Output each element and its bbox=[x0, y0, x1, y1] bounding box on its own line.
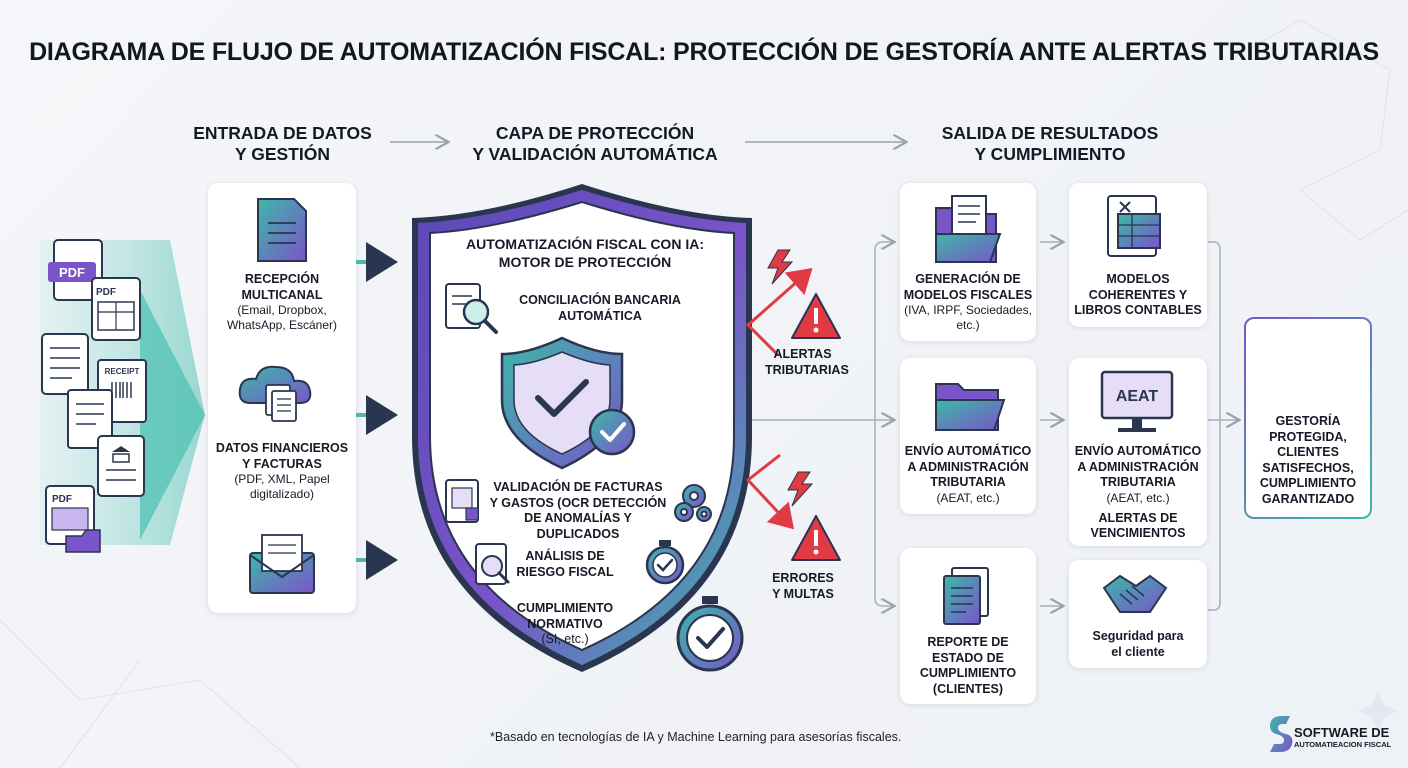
financial-data-block: DATOS FINANCIEROS Y FACTURAS (PDF, XML, Papel digitalizado) bbox=[215, 441, 349, 501]
svg-text:RECEIPT: RECEIPT bbox=[104, 367, 140, 376]
compliance-label: CUMPLIMIENTO NORMATIVO (SI, etc.) bbox=[516, 601, 614, 646]
errors-fines-label: ERRORES Y MULTAS bbox=[772, 571, 834, 601]
reception-block: RECEPCIÓN MULTICANAL (Email, Dropbox, WhatsApp, Escáner) bbox=[226, 272, 338, 332]
client-security-text: Seguridad para el cliente bbox=[1092, 629, 1184, 659]
column-header-output: SALIDA DE RESULTADOS Y CUMPLIMIENTO bbox=[941, 123, 1159, 164]
shield-title: AUTOMATIZACIÓN FISCAL CON IA: MOTOR DE PROTECCIÓN bbox=[466, 236, 704, 270]
column-header-input: ENTRADA DE DATOS Y GESTIÓN bbox=[193, 123, 372, 164]
bank-reconciliation-label: CONCILIACIÓN BANCARIA AUTOMÁTICA bbox=[519, 293, 681, 323]
spreadsheet-icon bbox=[1108, 196, 1160, 256]
brand-logo-icon bbox=[1270, 716, 1292, 752]
svg-text:PDF: PDF bbox=[96, 287, 116, 298]
send-aeat-text: ENVÍO AUTOMÁTICO A ADMINISTRACIÓN TRIBUTARIA (AEAT, etc.) bbox=[904, 444, 1032, 505]
report-document-icon bbox=[944, 568, 988, 624]
svg-text:PDF: PDF bbox=[59, 265, 85, 280]
open-folder-icon bbox=[936, 384, 1004, 430]
footnote: *Basado en tecnologías de IA y Machine Learning para asesorías fiscales. bbox=[490, 730, 902, 744]
status-report-text: REPORTE DE ESTADO DE CUMPLIMIENTO (CLIENTES) bbox=[919, 635, 1017, 696]
invoice-validation-label: VALIDACIÓN DE FACTURAS Y GASTOS (OCR DETECCIÓN DE ANOMALÍAS Y DUPLICADOS bbox=[489, 480, 667, 541]
generate-models-text: GENERACIÓN DE MODELOS FISCALES (IVA, IRPF, Sociedades, etc.) bbox=[903, 272, 1033, 332]
svg-text:AEAT: AEAT bbox=[1115, 388, 1159, 405]
final-result-text: GESTORÍA PROTEGIDA, CLIENTES SATISFECHOS, CUMPLIMIENTO GARANTIZADO bbox=[1259, 414, 1357, 506]
column-header-protection: CAPA DE PROTECCIÓN Y VALIDACIÓN AUTOMÁTICA bbox=[472, 123, 718, 164]
coherent-models-text: MODELOS COHERENTES Y LIBROS CONTABLES bbox=[1074, 272, 1202, 317]
svg-text:PDF: PDF bbox=[52, 494, 72, 505]
aeat-monitor-icon bbox=[1102, 372, 1172, 432]
page-title: DIAGRAMA DE FLUJO DE AUTOMATIZACIÓN FISCAL: PROTECCIÓN DE GESTORÍA ANTE ALERTAS TRIBUTARIAS bbox=[29, 38, 1379, 66]
folder-document-icon bbox=[936, 196, 1000, 262]
risk-analysis-label: ANÁLISIS DE RIESGO FISCAL bbox=[516, 549, 614, 579]
tax-alerts-label: ALERTAS TRIBUTARIAS bbox=[765, 347, 849, 377]
send-aeat-deadlines-text: ENVÍO AUTOMÁTICO A ADMINISTRACIÓN TRIBUTARIA (AEAT, etc.) ALERTAS DE VENCIMIENTOS bbox=[1074, 444, 1202, 540]
handshake-icon bbox=[1104, 576, 1166, 612]
brand-name: SOFTWARE DE AUTOMATIEACION FISCAL bbox=[1294, 725, 1392, 749]
